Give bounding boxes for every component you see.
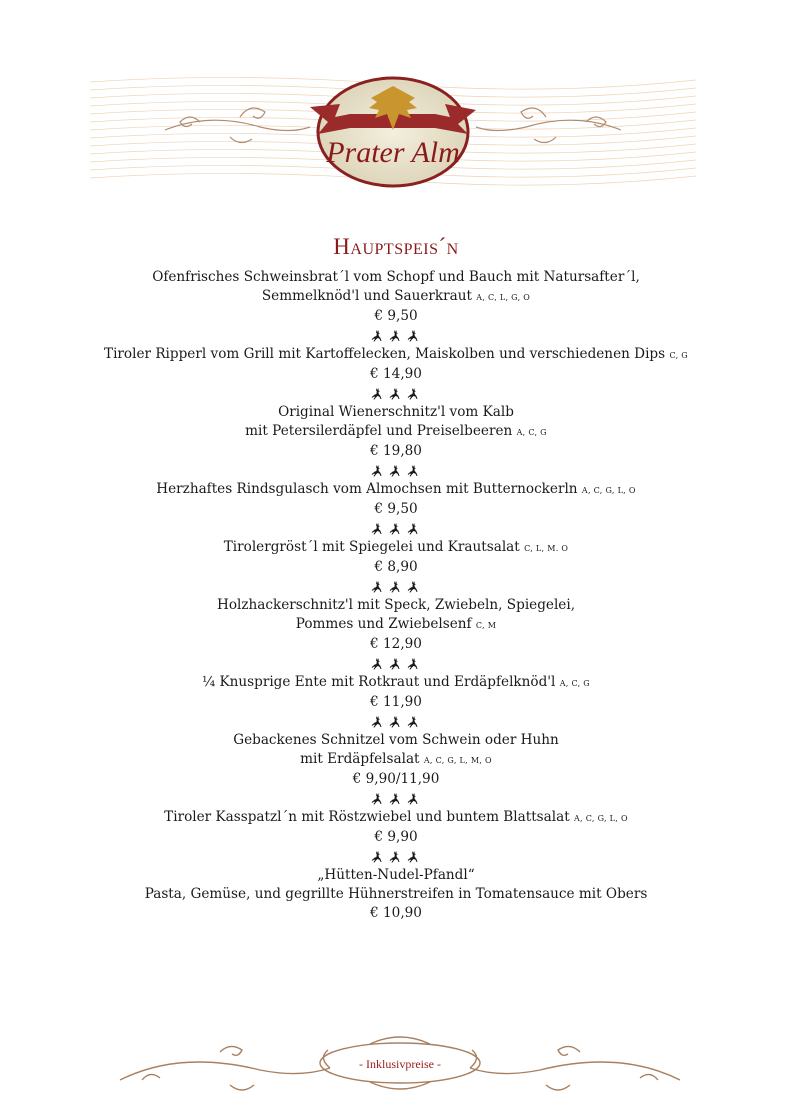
- deer-icon: [371, 657, 385, 671]
- deer-icon: [407, 792, 421, 806]
- dish-text: Pommes und Zwiebelsenf: [295, 616, 472, 632]
- allergen-codes: A, C, G: [559, 679, 590, 688]
- deer-icon: [407, 715, 421, 729]
- deer-icon: [389, 792, 403, 806]
- allergen-codes: C, M: [475, 621, 497, 630]
- deer-icon: [371, 387, 385, 401]
- dish-name-line: [0, 596, 792, 615]
- dish-name-line: [0, 422, 792, 442]
- deer-icon: [371, 464, 385, 478]
- dish-text: Pasta, Gemüse, und gegrillte Hühnerstreifen in Tomatensauce mit Obers: [144, 886, 648, 902]
- deer-icon: [407, 657, 421, 671]
- header-banner: [90, 72, 696, 192]
- menu-list: [0, 268, 792, 923]
- deer-icon: [389, 329, 403, 343]
- dish-name-line: [0, 731, 792, 750]
- deer-icon: [389, 387, 403, 401]
- allergen-codes: A, C, G, L, M, O: [423, 756, 492, 765]
- menu-item: [0, 480, 792, 519]
- deer-icon: [389, 715, 403, 729]
- menu-item: [0, 808, 792, 847]
- menu-item: [0, 345, 792, 384]
- deer-icon: [371, 580, 385, 594]
- deer-separator: [0, 577, 792, 596]
- dish-price: € 19,80: [370, 443, 422, 459]
- deer-icon: [407, 580, 421, 594]
- allergen-codes: A, C, G, L, O: [581, 486, 636, 495]
- menu-item: [0, 268, 792, 326]
- deer-separator: [0, 847, 792, 866]
- deer-icon: [407, 522, 421, 536]
- deer-icon: [407, 850, 421, 864]
- deer-icon: [371, 329, 385, 343]
- dish-price: € 12,90: [370, 636, 422, 652]
- deer-separator: [0, 519, 792, 538]
- dish-text: Semmelknöd'l und Sauerkraut: [261, 288, 472, 304]
- dish-name-line: [0, 885, 792, 904]
- dish-text: mit Petersilerdäpfel und Preiselbeeren: [245, 423, 513, 439]
- dish-name-line: [0, 287, 792, 307]
- deer-icon: [389, 522, 403, 536]
- dish-price: € 10,90: [370, 905, 422, 921]
- dish-price: € 11,90: [370, 694, 422, 710]
- dish-name-line: [0, 808, 792, 828]
- dish-name-line: [0, 615, 792, 635]
- deer-icon: [389, 464, 403, 478]
- dish-price: € 9,90/11,90: [352, 771, 440, 787]
- deer-separator: [0, 712, 792, 731]
- deer-separator: [0, 789, 792, 808]
- deer-icon: [371, 850, 385, 864]
- deer-icon: [371, 792, 385, 806]
- deer-icon: [407, 464, 421, 478]
- menu-item: [0, 596, 792, 654]
- deer-separator: [0, 461, 792, 480]
- menu-item: [0, 538, 792, 577]
- allergen-codes: A, C, L, G, O: [476, 293, 531, 302]
- deer-separator: [0, 654, 792, 673]
- dish-name-line: [0, 750, 792, 770]
- dish-price: € 9,50: [374, 501, 418, 517]
- deer-icon: [389, 580, 403, 594]
- deer-separator: [0, 384, 792, 403]
- dish-text: mit Erdäpfelsalat: [300, 751, 420, 767]
- allergen-codes: A, C, G, L, O: [573, 814, 628, 823]
- dish-name-line: [0, 403, 792, 422]
- dish-text: Tiroler Ripperl vom Grill mit Kartoffelecken, Maiskolben und verschiedenen Dips: [104, 346, 666, 362]
- dish-name-line: [0, 480, 792, 500]
- dish-text: Ofenfrisches Schweinsbrat´l vom Schopf und Bauch mit Natursafter´l,: [152, 269, 640, 285]
- dish-name-line: [0, 345, 792, 365]
- deer-icon: [389, 850, 403, 864]
- dish-text: Original Wienerschnitz'l vom Kalb: [278, 404, 514, 420]
- dish-name-line: [0, 538, 792, 558]
- allergen-codes: C, L, M. O: [524, 544, 569, 553]
- dish-text: Tiroler Kasspatzl´n mit Röstzwiebel und buntem Blattsalat: [164, 809, 570, 825]
- deer-separator: [0, 326, 792, 345]
- deer-icon: [371, 715, 385, 729]
- dish-name-line: [0, 673, 792, 693]
- dish-price: € 9,50: [374, 308, 418, 324]
- page-title: Hauptspeis´n: [333, 234, 459, 259]
- footer-label: - Inklusivpreise -: [359, 1057, 441, 1071]
- deer-icon: [407, 329, 421, 343]
- dish-price: € 14,90: [370, 366, 422, 382]
- dish-price: € 9,90: [374, 829, 418, 845]
- deer-icon: [407, 387, 421, 401]
- allergen-codes: C, G: [669, 351, 688, 360]
- dish-text: ¼ Knusprige Ente mit Rotkraut und Erdäpfelknöd'l: [201, 674, 556, 690]
- allergen-codes: A, C, G: [516, 428, 547, 437]
- menu-item: [0, 673, 792, 712]
- dish-text: „Hütten-Nudel-Pfandl“: [317, 867, 475, 883]
- menu-item: [0, 403, 792, 461]
- dish-text: Tirolergröst´l mit Spiegelei und Krautsalat: [223, 539, 520, 555]
- menu-item: [0, 866, 792, 923]
- dish-text: Gebackenes Schnitzel vom Schwein oder Huhn: [233, 732, 559, 748]
- footer-ornament: [100, 1030, 700, 1100]
- dish-name-line: [0, 866, 792, 885]
- deer-icon: [389, 657, 403, 671]
- dish-text: Herzhaftes Rindsgulasch vom Almochsen mit Butternockerln: [156, 481, 578, 497]
- dish-price: € 8,90: [374, 559, 418, 575]
- deer-icon: [371, 522, 385, 536]
- dish-text: Holzhackerschnitz'l mit Speck, Zwiebeln, Spiegelei,: [216, 597, 576, 613]
- menu-item: [0, 731, 792, 789]
- logo-text: Prater Alm: [326, 136, 460, 169]
- dish-name-line: [0, 268, 792, 287]
